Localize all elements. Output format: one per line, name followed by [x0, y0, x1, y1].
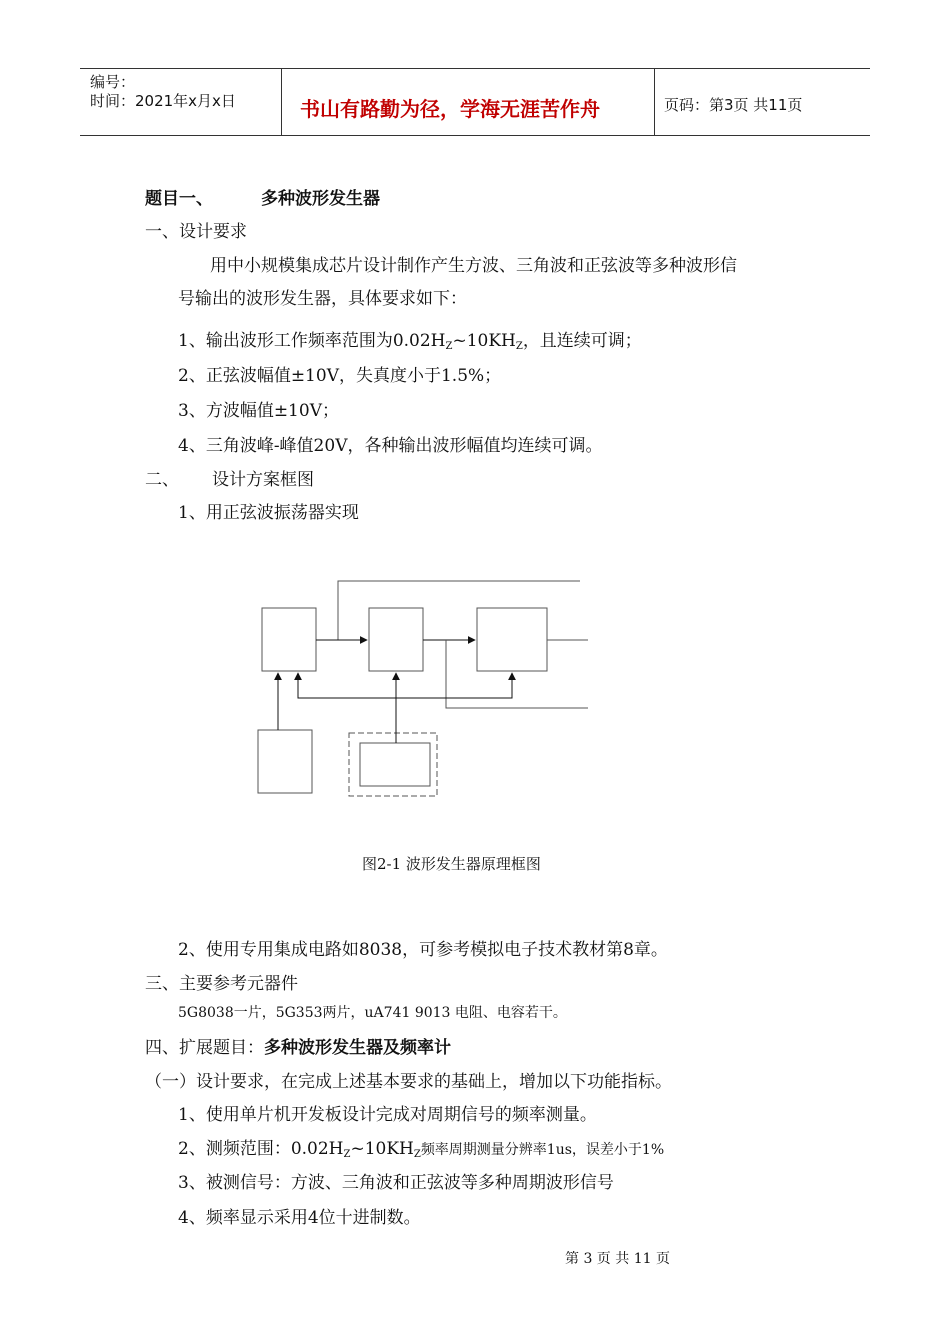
- requirement-4: 4、三角波峰-峰值20V，各种输出波形幅值均连续可调。: [178, 436, 603, 456]
- section2-item2: 2、使用专用集成电路如8038，可参考模拟电子技术教材第8章。: [178, 940, 668, 960]
- block-4: [258, 730, 312, 793]
- header-motto: 书山有路勤为径，学海无涯苦作舟: [300, 97, 600, 121]
- section1-heading: 一、设计要求: [145, 222, 247, 242]
- header-number-label: 编号：: [90, 73, 136, 91]
- wire-bus: [298, 673, 512, 698]
- section1-intro-line2: 号输出的波形发生器，具体要求如下：: [178, 289, 467, 309]
- title-prefix: 题目一、: [145, 189, 213, 209]
- header-divider-1: [281, 68, 282, 136]
- section1-intro-line1: 用中小规模集成芯片设计制作产生方波、三角波和正弦波等多种波形信: [210, 256, 737, 276]
- header-top-rule: [80, 68, 870, 69]
- block-5-inner: [360, 743, 430, 786]
- item2-text-c: 频率周期测量分辨率1us，误差小于1%: [420, 1142, 665, 1158]
- item2-sub-1: Z: [343, 1149, 351, 1160]
- figure-caption: 图2-1 波形发生器原理框图: [362, 855, 541, 873]
- header-time-label: 时间：2021年x月x日: [90, 92, 236, 110]
- section4-heading-prefix: 四、扩展题目：: [145, 1038, 264, 1058]
- block-5-outer: [349, 733, 437, 796]
- item2-sub-2: Z: [413, 1149, 421, 1160]
- section2-item1: 1、用正弦波振荡器实现: [178, 503, 359, 523]
- section4-item3: 3、被测信号：方波、三角波和正弦波等多种周期波形信号: [178, 1173, 614, 1193]
- section3-components: 5G8038一片，5G353两片，uA741 9013 电阻、电容若干。: [178, 1005, 567, 1021]
- requirement-1: [178, 326, 642, 351]
- header-bottom-rule: [80, 135, 870, 136]
- header-divider-2: [654, 68, 655, 136]
- block-2: [369, 608, 423, 671]
- section4-item1: 1、使用单片机开发板设计完成对周期信号的频率测量。: [178, 1105, 597, 1125]
- block-3: [477, 608, 547, 671]
- footer-page-number: 第 3 页 共 11 页: [565, 1251, 670, 1267]
- requirement-3: 3、方波幅值±10V；: [178, 401, 339, 421]
- req1-sub-1: Z: [445, 341, 453, 352]
- header-page-info: 页码：第3页 共11页: [664, 96, 803, 114]
- req1-text-a: 1、输出波形工作频率范围为0.02H: [178, 331, 446, 351]
- block-1: [262, 608, 316, 671]
- block-diagram: [250, 570, 600, 810]
- wire-top: [338, 581, 580, 640]
- section4-heading-bold: 多种波形发生器及频率计: [264, 1038, 451, 1058]
- title-name: 多种波形发生器: [261, 189, 380, 209]
- item2-text-a: 2、测频范围：0.02H: [178, 1139, 344, 1159]
- section4-heading: [145, 1033, 451, 1058]
- req1-text-b: ~10KH: [452, 331, 516, 351]
- item2-text-b: ~10KH: [350, 1139, 414, 1159]
- section4-item2: [178, 1134, 664, 1159]
- req1-text-c: ，且连续可调；: [522, 331, 642, 351]
- section4-item4: 4、频率显示采用4位十进制数。: [178, 1208, 421, 1228]
- section3-heading: 三、主要参考元器件: [145, 974, 298, 994]
- req1-sub-2: Z: [515, 341, 523, 352]
- section2-heading-text: 设计方案框图: [212, 470, 314, 490]
- section4-subheading: （一）设计要求，在完成上述基本要求的基础上，增加以下功能指标。: [145, 1072, 672, 1092]
- section2-heading-number: 二、: [145, 470, 179, 490]
- requirement-2: 2、正弦波幅值±10V，失真度小于1.5%；: [178, 366, 502, 386]
